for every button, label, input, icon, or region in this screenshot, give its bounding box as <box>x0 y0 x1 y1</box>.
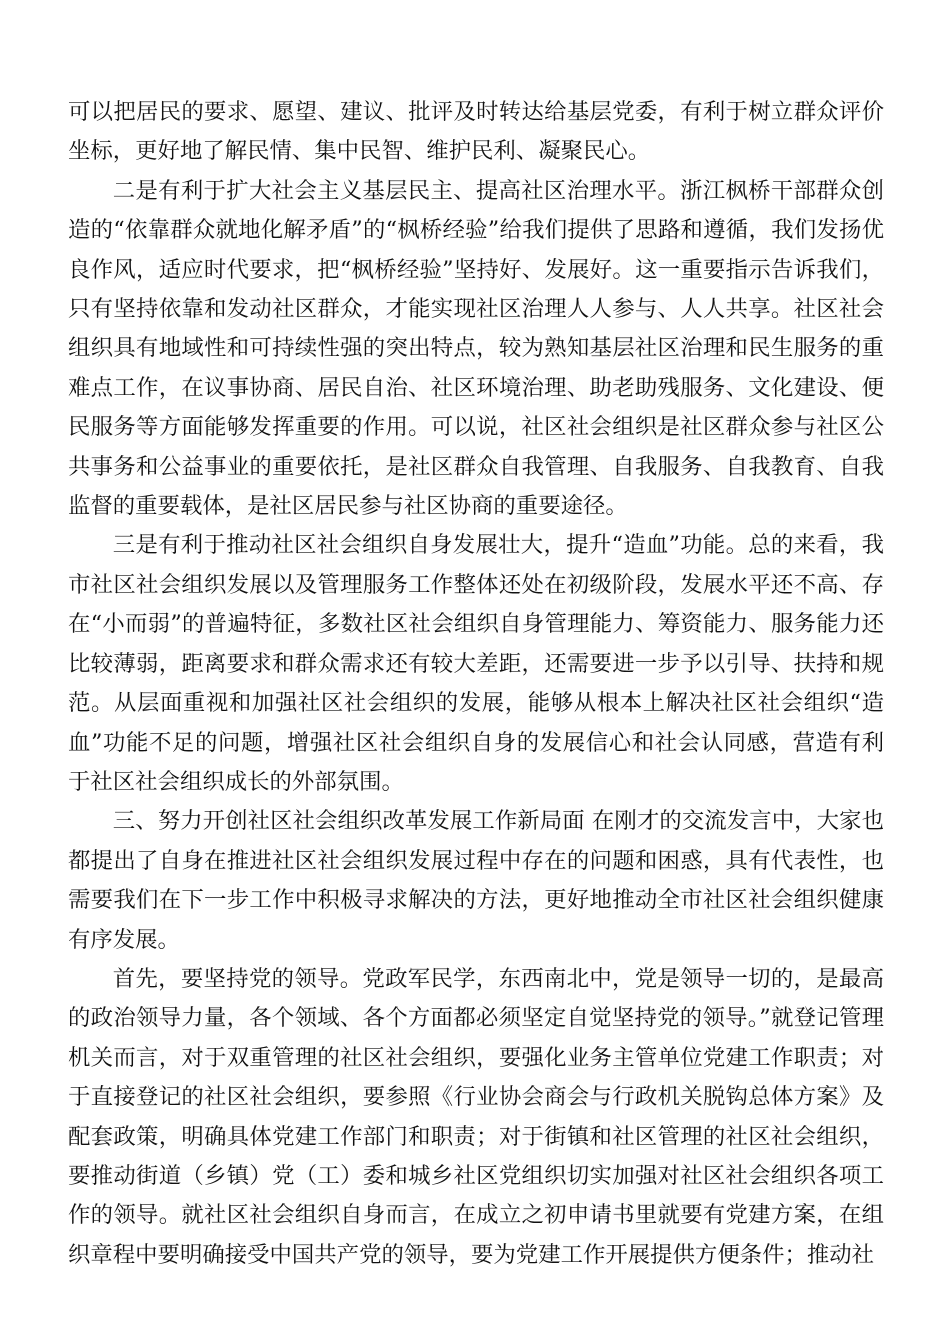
paragraph-continuation: 可以把居民的要求、愿望、建议、批评及时转达给基层党委，有利于树立群众评价坐标，更好地了解民情、集中民智、维护民利、凝聚民心。 <box>68 99 884 165</box>
paragraph-section-three: 三、努力开创社区社会组织改革发展工作新局面 在刚才的交流发言中，大家也都提出了自身在推进社区社会组织发展过程中存在的问题和困惑，具有代表性，也需要我们在下一步工作中积极寻求解决的方法，更好地推动全市社区社会组织健康有序发展。 <box>68 808 884 953</box>
paragraph-point-three: 三是有利于推动社区社会组织自身发展壮大，提升“造血”功能。总的来看，我市社区社会组织发展以及管理服务工作整体还处在初级阶段，发展水平还不高、存在“小而弱”的普遍特征，多数社区社会组织自身管理能力、筹资能力、服务能力还比较薄弱，距离要求和群众需求还有较大差距，还需要进一步予以引导、扶持和规范。从层面重视和加强社区社会组织的发展，能够从根本上解决社区社会组织“造血”功能不足的问题，增强社区社会组织自身的发展信心和社会认同感，营造有利于社区社会组织成长的外部氛围。 <box>68 532 884 795</box>
paragraph-first-measure: 首先，要坚持党的领导。党政军民学，东西南北中，党是领导一切的，是最高的政治领导力量，各个领域、各个方面都必须坚定自觉坚持党的领导。”就登记管理机关而言，对于双重管理的社区社会组织，要强化业务主管单位党建工作职责；对于直接登记的社区社会组织，要参照《行业协会商会与行政机关脱钩总体方案》及配套政策，明确具体党建工作部门和职责；对于街镇和社区管理的社区社会组织，要推动街道（乡镇）党（工）委和城乡社区党组织切实加强对社区社会组织各项工作的领导。就社区社会组织自身而言，在成立之初申请书里就要有党建方案，在组织章程中要明确接受中国共产党的领导，要为党建工作开展提供方便条件；推动社 <box>68 965 884 1268</box>
paragraph-point-two: 二是有利于扩大社会主义基层民主、提高社区治理水平。浙江枫桥干部群众创造的“依靠群众就地化解矛盾”的“枫桥经验”给我们提供了思路和遵循，我们发扬优良作风，适应时代要求，把“枫桥经验”坚持好、发展好。这一重要指示告诉我们，只有坚持依靠和发动社区群众，才能实现社区治理人人参与、人人共享。社区社会组织具有地域性和可持续性强的突出特点，较为熟知基层社区治理和民生服务的重难点工作，在议事协商、居民自治、社区环境治理、助老助残服务、文化建设、便民服务等方面能够发挥重要的作用。可以说，社区社会组织是社区群众参与社区公共事务和公益事业的重要依托，是社区群众自我管理、自我服务、自我教育、自我监督的重要载体，是社区居民参与社区协商的重要途径。 <box>68 177 884 520</box>
document-page <box>68 93 884 1275</box>
